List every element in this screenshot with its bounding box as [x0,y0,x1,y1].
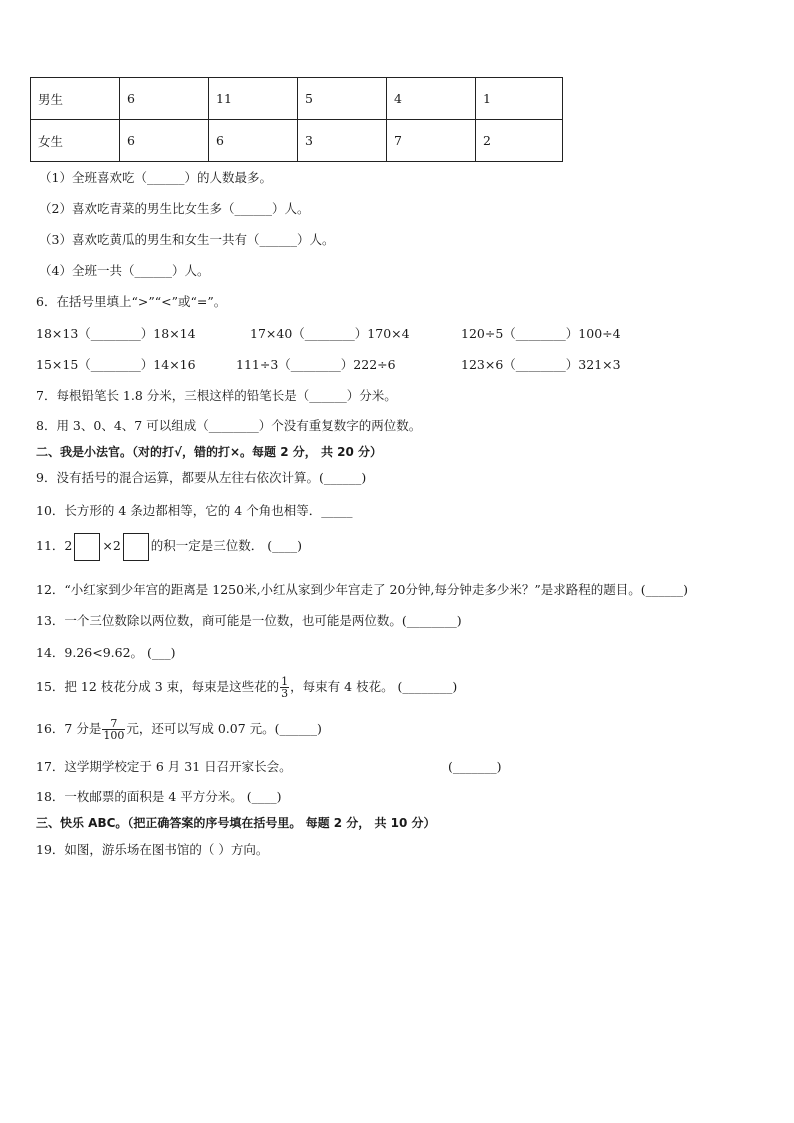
question-16 [36,714,322,744]
section-3-heading: 三、快乐 ABC。（把正确答案的序号填在括号里。 每题 2 分， 共 10 分） [36,816,436,830]
table-cell: 3 [298,120,387,162]
table-cell: 6 [120,120,209,162]
table-cell: 6 [209,120,298,162]
question-19: 19．如图，游乐场在图书馆的（ ）方向。 [36,842,269,857]
q6-item: 15×15（________）14×16 [36,357,196,372]
row-label: 女生 [31,120,120,162]
blank-box [74,533,100,561]
question-13: 13．一个三位数除以两位数，商可能是一位数，也可能是两位数。(________) [36,613,462,628]
question-12: 12．“小红家到少年宫的距离是 1250米,小红从家到少年宫走了 20分钟,每分钟走多少米？”是求路程的题目。(______) [36,582,689,597]
question-15 [36,672,457,702]
row-label: 男生 [31,78,120,120]
survey-table [30,77,563,162]
question-11 [36,532,302,561]
q15-prefix: 15．把 12 枝花分成 3 束，每束是这些花的 [36,679,280,694]
denominator: 3 [281,687,289,700]
question-10: 10．长方形的 4 条边都相等，它的 4 个角也相等．_____ [36,503,353,518]
q15-suffix: ，每束有 4 枝花。 (________) [290,679,458,694]
q6-item: 123×6（________）321×3 [461,357,621,372]
q11-prefix: 11．2 [36,538,73,553]
table-cell: 6 [120,78,209,120]
q11-times: ×2 [102,538,121,553]
table-cell: 2 [476,120,563,162]
fraction [280,676,289,699]
q5-sub1: （1）全班喜欢吃（______）的人数最多。 [39,170,272,185]
table-cell: 1 [476,78,563,120]
q17-answer-blank: (_______) [448,759,502,774]
q6-item: 17×40（________）170×4 [250,326,410,341]
denominator: 100 [103,729,125,742]
q6-item: 120÷5（________）100÷4 [461,326,621,341]
fraction [102,718,125,741]
section-2-heading: 二、我是小法官。（对的打√，错的打×。每题 2 分， 共 20 分） [36,445,382,459]
q16-suffix: 元，还可以写成 0.07 元。(______) [126,721,322,736]
q5-sub2: （2）喜欢吃青菜的男生比女生多（______）人。 [39,201,310,216]
q5-sub3: （3）喜欢吃黄瓜的男生和女生一共有（______）人。 [39,232,335,247]
numerator: 1 [281,675,289,688]
table-cell: 5 [298,78,387,120]
question-7: 7．每根铅笔长 1.8 分米，三根这样的铅笔长是（______）分米。 [36,388,397,403]
question-14: 14．9.26<9.62。 (___) [36,645,176,660]
question-9: 9．没有括号的混合运算，都要从左往右依次计算。(______) [36,470,367,485]
table-row [31,78,563,120]
q6-title: 6．在括号里填上“>”“<”或“=”。 [36,294,227,309]
q16-prefix: 16．7 分是 [36,721,102,736]
numerator: 7 [102,718,125,730]
table-cell: 11 [209,78,298,120]
q11-suffix: 的积一定是三位数． (____) [150,538,303,553]
blank-box [123,533,149,561]
question-18: 18．一枚邮票的面积是 4 平方分米。 (____) [36,789,282,804]
question-8: 8．用 3、0、4、7 可以组成（________）个没有重复数字的两位数。 [36,418,422,433]
question-17: 17．这学期学校定于 6 月 31 日召开家长会。 [36,759,292,774]
q5-sub4: （4）全班一共（______）人。 [39,263,210,278]
table-cell: 4 [387,78,476,120]
q6-item: 18×13（________）18×14 [36,326,196,341]
table-row [31,120,563,162]
table-cell: 7 [387,120,476,162]
q6-item: 111÷3（________）222÷6 [236,357,396,372]
